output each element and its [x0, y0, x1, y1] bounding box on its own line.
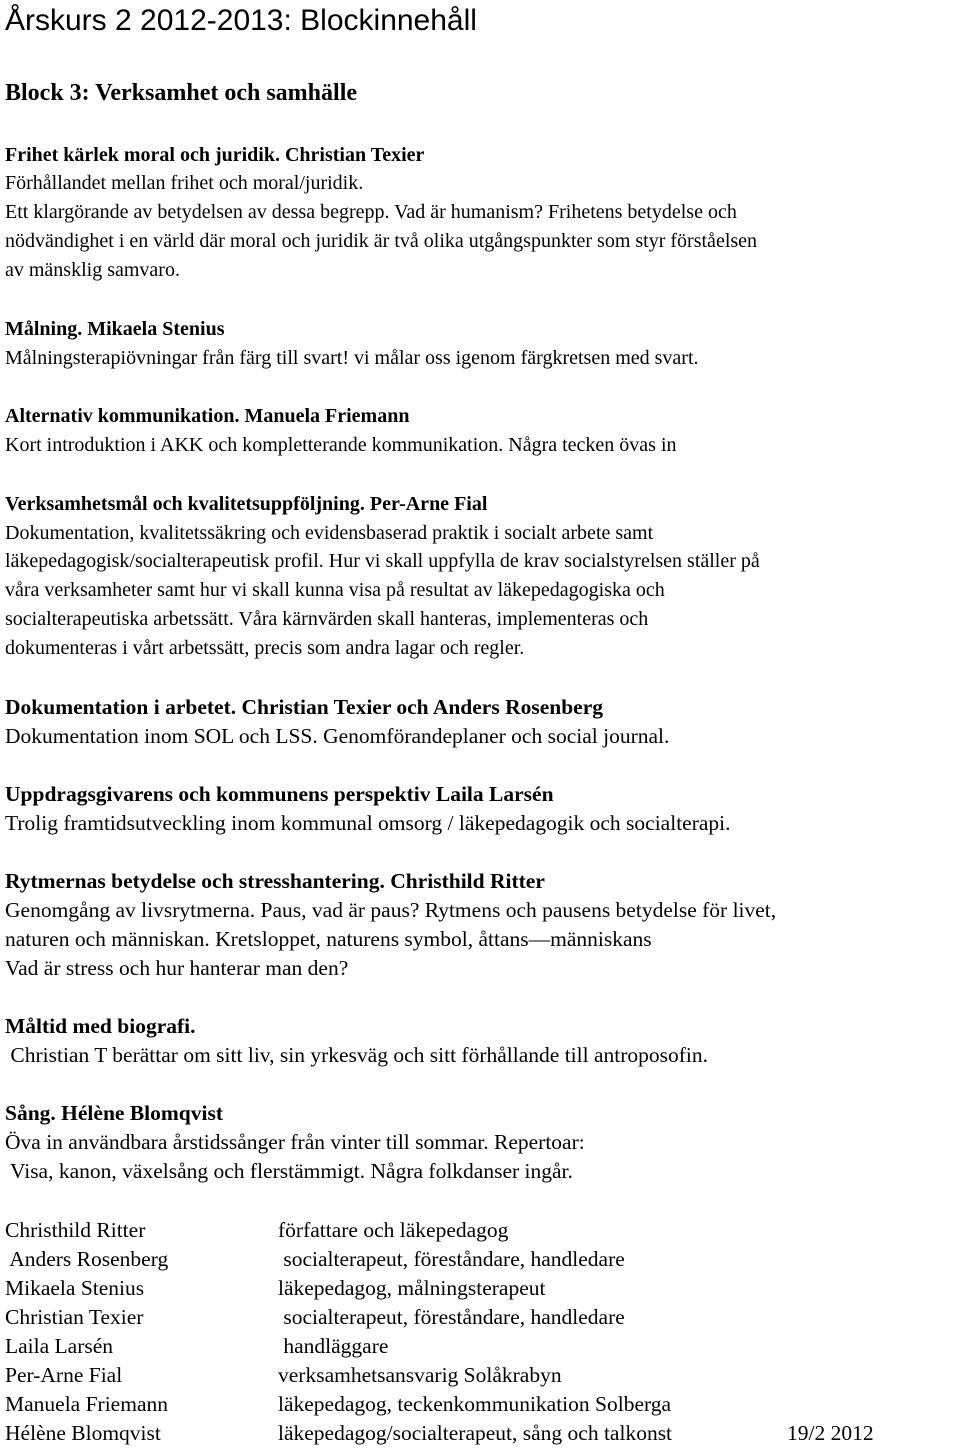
contact-name: Christhild Ritter [5, 1218, 146, 1242]
section-text: Dokumentation, kvalitetssäkring och evidensbaserad praktik i socialt arbete samt [5, 522, 654, 544]
section-heading: Rytmernas betydelse och stresshantering. Christhild Ritter [5, 869, 545, 893]
section-text: naturen och människan. Kretsloppet, naturens symbol, åttans—människans [5, 927, 652, 951]
section-text: dokumenteras i vårt arbetssätt, precis som andra lagar och regler. [5, 637, 525, 659]
contact-name: Christian Texier [5, 1305, 144, 1329]
section-text: av mänsklig samvaro. [5, 259, 180, 281]
contact-name: Anders Rosenberg [5, 1247, 169, 1271]
contact-name: Per-Arne Fial [5, 1363, 123, 1387]
section-text: Kort introduktion i AKK och kompletterande kommunikation. Några tecken övas in [5, 434, 677, 456]
section-text: Visa, kanon, växelsång och flerstämmigt. Några folkdanser ingår. [5, 1159, 573, 1183]
section-text: Öva in användbara årstidssånger från vinter till sommar. Repertoar: [5, 1130, 585, 1154]
contact-role: läkepedagog/socialterapeut, sång och talkonst [278, 1421, 673, 1445]
contact-role: handläggare [278, 1334, 389, 1358]
section-text: Dokumentation inom SOL och LSS. Genomförandeplaner och social journal. [5, 724, 670, 748]
section-heading: Frihet kärlek moral och juridik. Christian Texier [5, 144, 425, 166]
section-text: Christian T berättar om sitt liv, sin yrkesväg och sitt förhållande till antroposofin. [5, 1043, 709, 1067]
contact-name: Laila Larsén [5, 1334, 114, 1358]
contact-role: läkepedagog, teckenkommunikation Solberga [278, 1392, 672, 1416]
section-text: Målningsterapiövningar från färg till svart! vi målar oss igenom färgkretsen med svart. [5, 347, 699, 369]
contact-name: Mikaela Stenius [5, 1276, 145, 1300]
section-text: Förhållandet mellan frihet och moral/juridik. [5, 172, 364, 194]
contact-name: Manuela Friemann [5, 1392, 168, 1416]
section-text: Ett klargörande av betydelsen av dessa begrepp. Vad är humanism? Frihetens betydelse och [5, 201, 737, 223]
section-text: våra verksamheter samt hur vi skall kunna visa på resultat av läkepedagogiska och [5, 579, 665, 601]
contact-role: författare och läkepedagog [278, 1218, 509, 1242]
section-text: nödvändighet i en värld där moral och juridik är två olika utgångspunkter som styr förståelsen [5, 230, 758, 252]
contact-role: socialterapeut, föreståndare, handledare [278, 1305, 625, 1329]
page-title: Årskurs 2 2012-2013: Blockinnehåll [5, 4, 477, 37]
contact-role: verksamhetsansvarig Solåkrabyn [278, 1363, 562, 1387]
section-heading: Måltid med biografi. [5, 1014, 196, 1038]
section-text: Genomgång av livsrytmerna. Paus, vad är paus? Rytmens och pausens betydelse för livet, [5, 898, 777, 922]
section-text: Vad är stress och hur hanterar man den? [5, 956, 349, 980]
section-heading: Uppdragsgivarens och kommunens perspektiv Laila Larsén [5, 782, 554, 806]
section-text: läkepedagogisk/socialterapeutisk profil. Hur vi skall uppfylla de krav socialstyrelsen ställer på [5, 550, 760, 572]
section-text: Trolig framtidsutveckling inom kommunal omsorg / läkepedagogik och socialterapi. [5, 811, 731, 835]
section-heading: Målning. Mikaela Stenius [5, 318, 225, 340]
section-heading: Sång. Hélène Blomqvist [5, 1101, 224, 1125]
contact-role: socialterapeut, föreståndare, handledare [278, 1247, 625, 1271]
section-heading: Dokumentation i arbetet. Christian Texier och Anders Rosenberg [5, 695, 604, 719]
section-text: socialterapeutiska arbetssätt. Våra kärnvärden skall hanteras, implementeras och [5, 608, 649, 630]
section-heading: Alternativ kommunikation. Manuela Friemann [5, 405, 410, 427]
document-date: 19/2 2012 [787, 1421, 874, 1445]
contact-role: läkepedagog, målningsterapeut [278, 1276, 546, 1300]
contact-name: Hélène Blomqvist [5, 1421, 161, 1445]
block-heading: Block 3: Verksamhet och samhälle [5, 80, 358, 106]
section-heading: Verksamhetsmål och kvalitetsuppföljning. Per-Arne Fial [5, 493, 488, 515]
